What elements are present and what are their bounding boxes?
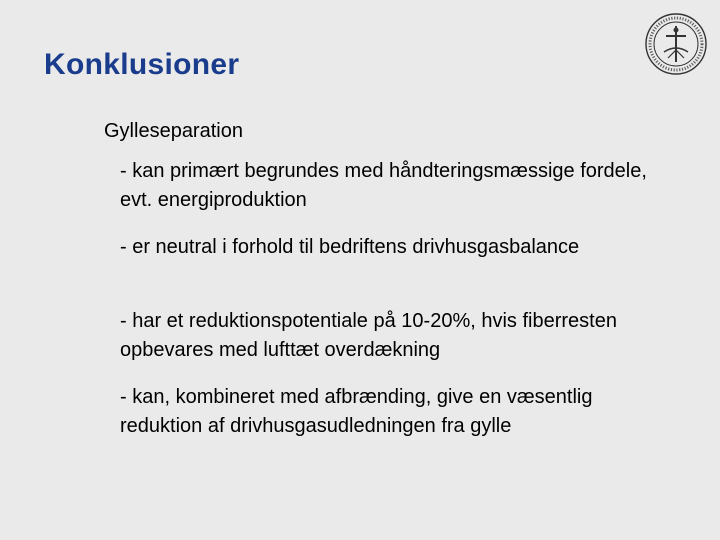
subheading: Gylleseparation [104, 120, 243, 142]
bullet-point: - har et reduktionspotentiale på 10-20%, hvis fiberresten opbevares med lufttæt overdækning [120, 310, 617, 361]
bullet-point: - er neutral i forhold til bedriftens drivhusgasbalance [120, 236, 580, 258]
bullet-point: - kan primært begrundes med håndteringsmæssige fordele, evt. energiproduktion [120, 160, 647, 211]
university-seal-icon [644, 12, 708, 76]
bullet-point: - kan, kombineret med afbrænding, give en væsentlig reduktion af drivhusgasudledningen fra gylle [120, 386, 593, 437]
slide-title: Konklusioner [44, 48, 240, 81]
